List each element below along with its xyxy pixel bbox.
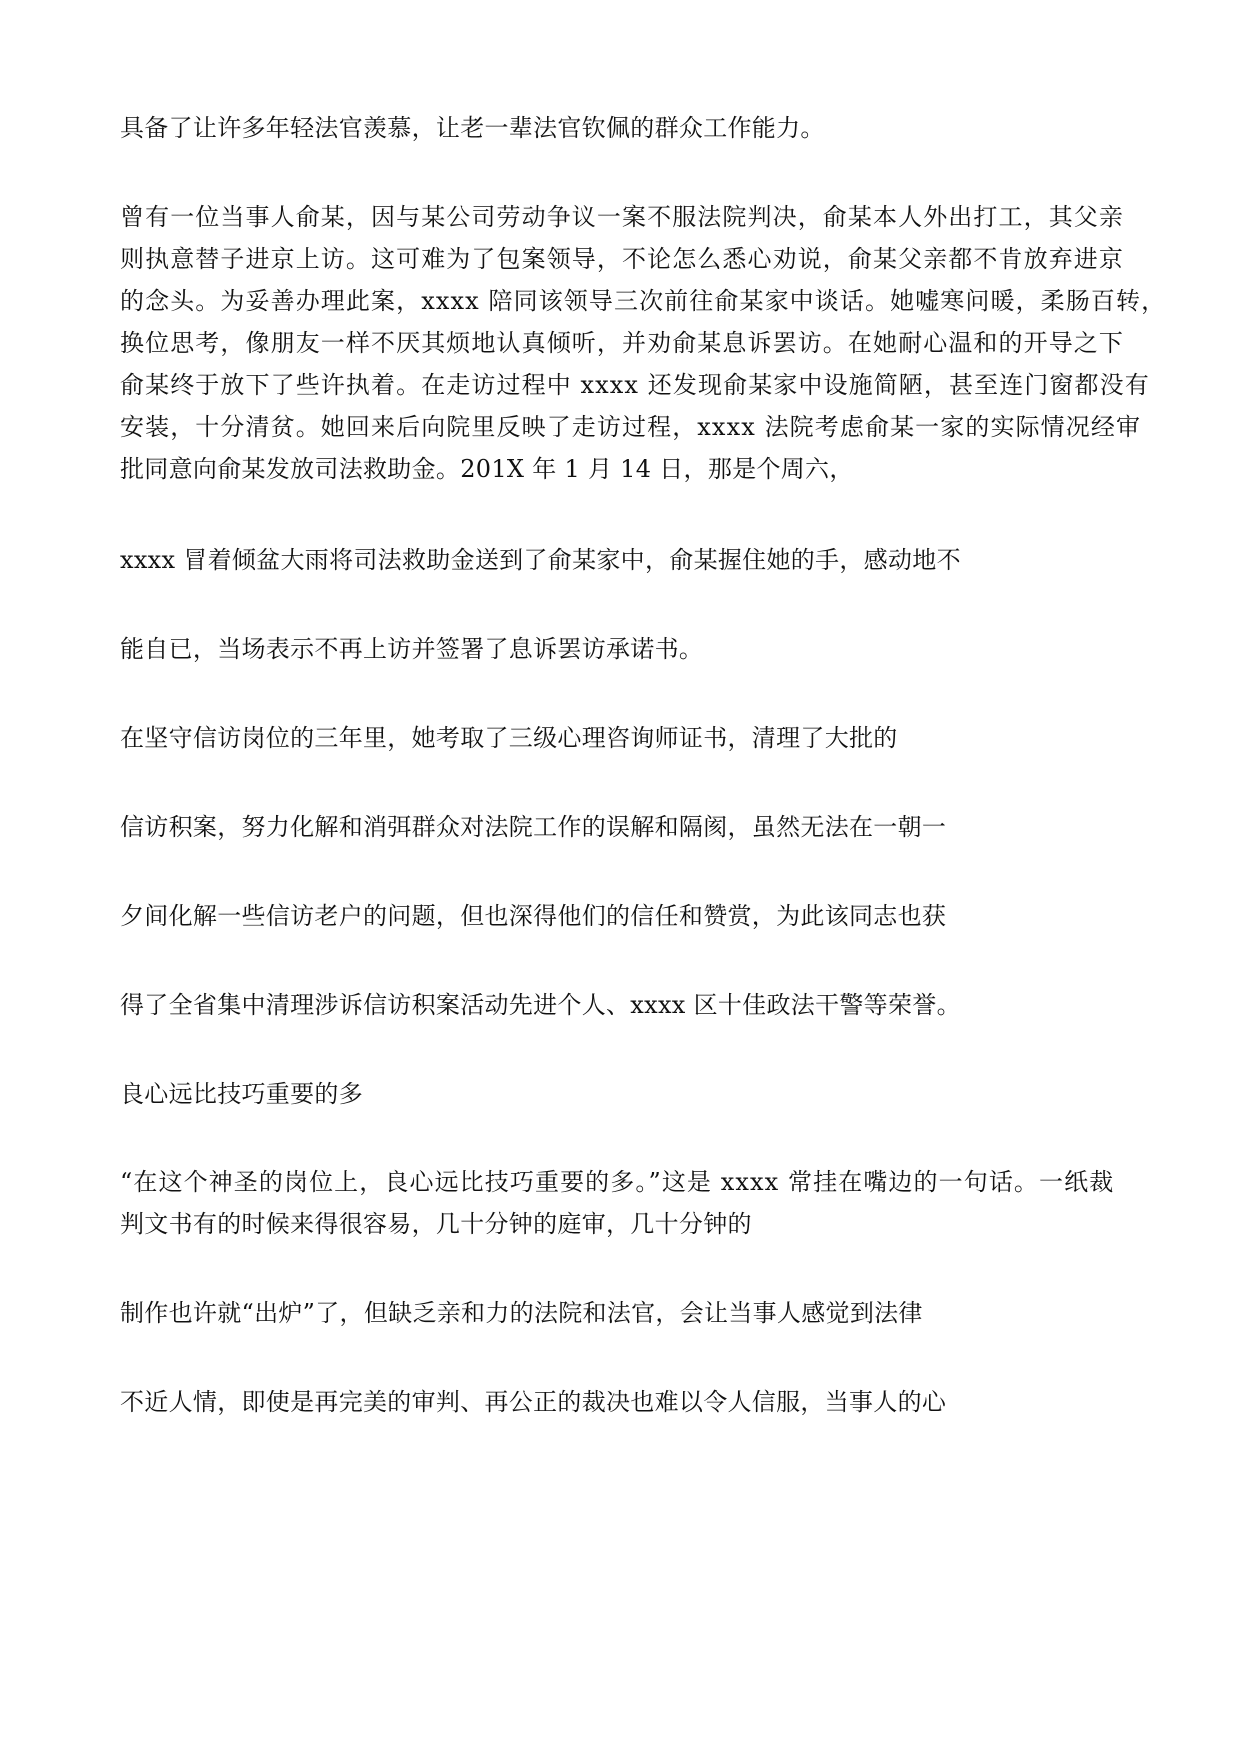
paragraph-line: 批同意向俞某发放司法救助金。201X 年 1 月 14 日，那是个周六，	[120, 455, 854, 483]
paragraph-line: 能自已，当场表示不再上访并签署了息诉罢访承诺书。	[120, 635, 704, 663]
paragraph-line: 安装，十分清贫。她回来后向院里反映了走访过程，xxxx 法院考虑俞某一家的实际情况经审	[120, 413, 1142, 441]
paragraph-line: 判文书有的时候来得很容易，几十分钟的庭审，几十分钟的	[120, 1210, 752, 1238]
section-heading: 良心远比技巧重要的多	[120, 1080, 363, 1108]
paragraph-line: 得了全省集中清理涉诉信访积案活动先进个人、xxxx 区十佳政法干警等荣誉。	[120, 991, 961, 1019]
paragraph-line: “在这个神圣的岗位上，良心远比技巧重要的多。”这是 xxxx 常挂在嘴边的一句话。一纸裁	[120, 1168, 1115, 1196]
paragraph-line: 信访积案，努力化解和消弭群众对法院工作的误解和隔阂，虽然无法在一朝一	[120, 813, 947, 841]
paragraph-line: 的念头。为妥善办理此案，xxxx 陪同该领导三次前往俞某家中谈话。她嘘寒问暖，柔肠百转，	[120, 287, 1167, 315]
paragraph-line: 制作也许就“出炉”了，但缺乏亲和力的法院和法官，会让当事人感觉到法律	[120, 1299, 923, 1327]
paragraph-line: 夕间化解一些信访老户的问题，但也深得他们的信任和赞赏，为此该同志也获	[120, 902, 947, 930]
paragraph-line: 不近人情，即使是再完美的审判、再公正的裁决也难以令人信服，当事人的心	[120, 1388, 947, 1416]
paragraph-line: 换位思考，像朋友一样不厌其烦地认真倾听，并劝俞某息诉罢访。在她耐心温和的开导之下	[120, 329, 1124, 357]
paragraph-line: 在坚守信访岗位的三年里，她考取了三级心理咨询师证书，清理了大批的	[120, 724, 898, 752]
paragraph-line: xxxx 冒着倾盆大雨将司法救助金送到了俞某家中，俞某握住她的手，感动地不	[120, 546, 961, 574]
paragraph-line: 俞某终于放下了些许执着。在走访过程中 xxxx 还发现俞某家中设施简陋，甚至连门窗都没有	[120, 371, 1150, 399]
paragraph-line: 具备了让许多年轻法官羡慕，让老一辈法官钦佩的群众工作能力。	[120, 114, 825, 142]
paragraph-line: 曾有一位当事人俞某，因与某公司劳动争议一案不服法院判决，俞某本人外出打工，其父亲	[120, 203, 1124, 231]
paragraph-line: 则执意替子进京上访。这可难为了包案领导，不论怎么悉心劝说，俞某父亲都不肯放弃进京	[120, 245, 1124, 273]
